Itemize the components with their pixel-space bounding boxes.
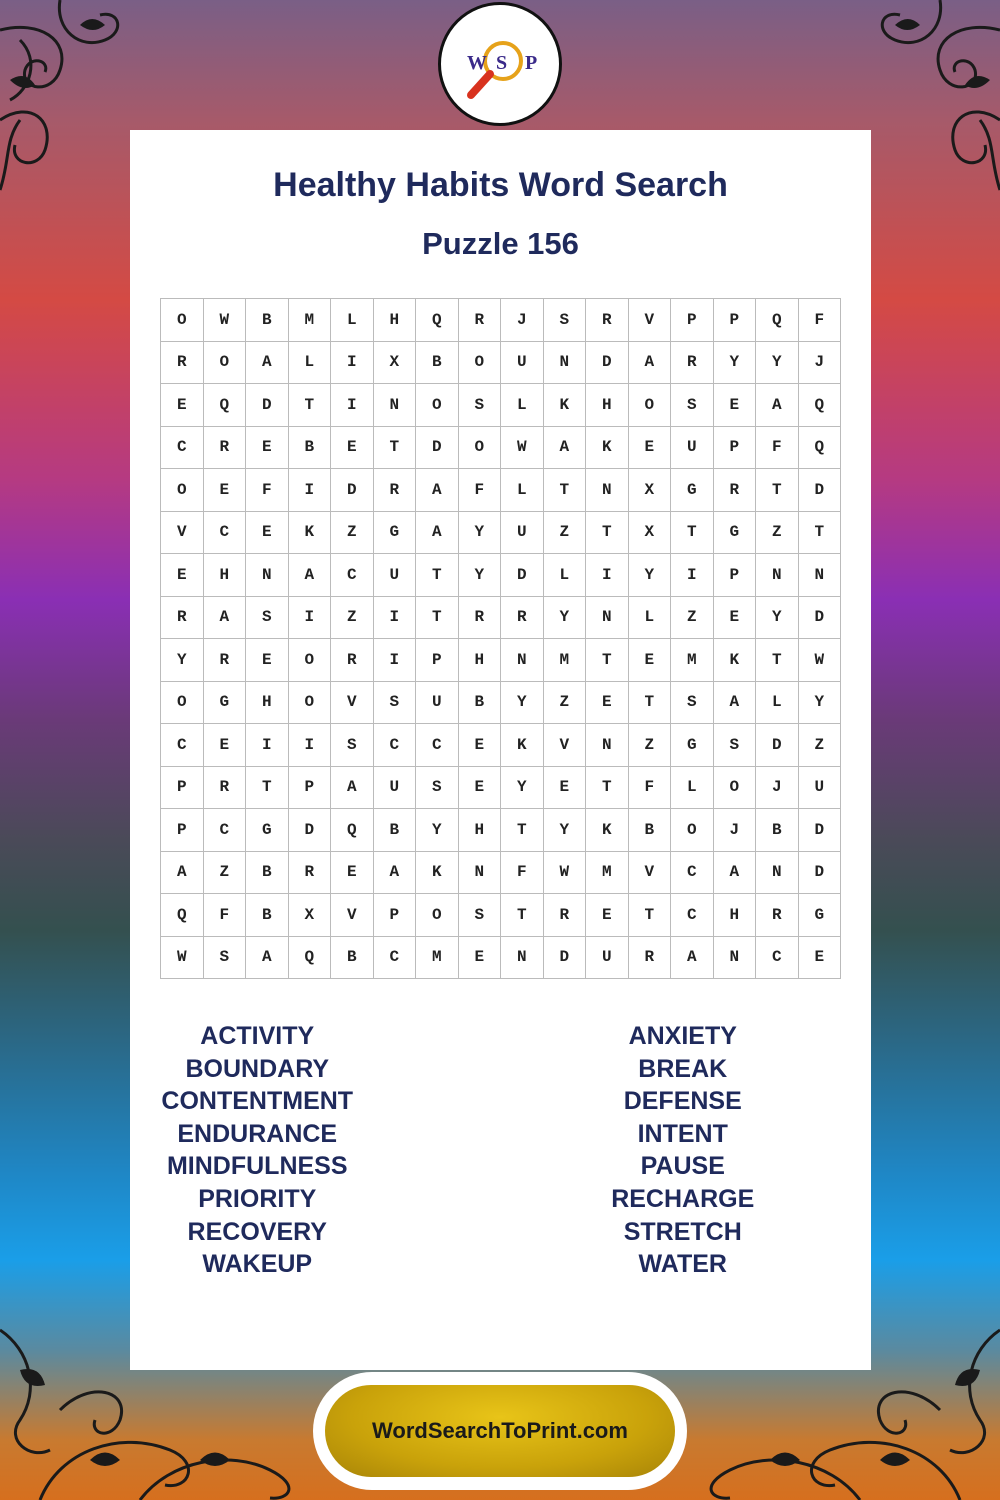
grid-cell[interactable]: E xyxy=(246,639,289,682)
grid-cell[interactable]: Z xyxy=(204,852,247,895)
grid-cell[interactable]: I xyxy=(289,597,332,640)
grid-cell[interactable]: K xyxy=(714,639,757,682)
grid-cell[interactable]: E xyxy=(204,724,247,767)
grid-cell[interactable]: A xyxy=(374,852,417,895)
grid-cell[interactable]: H xyxy=(374,299,417,342)
grid-cell[interactable]: T xyxy=(416,554,459,597)
grid-cell[interactable]: E xyxy=(331,852,374,895)
grid-cell[interactable]: U xyxy=(374,767,417,810)
ornament-top-right xyxy=(850,0,1000,200)
grid-cell[interactable]: K xyxy=(289,512,332,555)
site-logo[interactable] xyxy=(438,2,562,126)
grid-cell[interactable]: R xyxy=(331,639,374,682)
grid-cell[interactable]: C xyxy=(374,937,417,980)
grid-cell[interactable]: G xyxy=(374,512,417,555)
grid-cell[interactable]: N xyxy=(544,342,587,385)
grid-cell[interactable]: R xyxy=(374,469,417,512)
grid-cell[interactable]: R xyxy=(204,427,247,470)
grid-cell[interactable]: S xyxy=(671,682,714,725)
grid-cell[interactable]: A xyxy=(714,852,757,895)
grid-cell[interactable]: R xyxy=(289,852,332,895)
grid-cell[interactable]: I xyxy=(246,724,289,767)
grid-cell[interactable]: E xyxy=(544,767,587,810)
grid-cell[interactable]: B xyxy=(756,809,799,852)
grid-cell[interactable]: C xyxy=(331,554,374,597)
grid-cell[interactable]: Y xyxy=(756,597,799,640)
grid-cell[interactable]: U xyxy=(416,682,459,725)
grid-cell[interactable]: T xyxy=(629,894,672,937)
grid-cell[interactable]: N xyxy=(799,554,842,597)
grid-cell[interactable]: K xyxy=(501,724,544,767)
grid-cell[interactable]: O xyxy=(161,469,204,512)
grid-cell[interactable]: Z xyxy=(629,724,672,767)
grid-cell[interactable]: L xyxy=(629,597,672,640)
grid-cell[interactable]: N xyxy=(586,724,629,767)
grid-cell[interactable]: V xyxy=(629,852,672,895)
grid-cell[interactable]: E xyxy=(586,682,629,725)
grid-cell[interactable]: K xyxy=(586,427,629,470)
word-list-item: ENDURANCE xyxy=(177,1119,338,1148)
grid-cell[interactable]: V xyxy=(161,512,204,555)
grid-cell[interactable]: S xyxy=(671,384,714,427)
grid-cell[interactable]: O xyxy=(204,342,247,385)
grid-cell[interactable]: T xyxy=(756,639,799,682)
grid-cell[interactable]: T xyxy=(586,512,629,555)
grid-cell[interactable]: Z xyxy=(331,597,374,640)
grid-cell[interactable]: W xyxy=(161,937,204,980)
website-link-button[interactable]: WordSearchToPrint.com xyxy=(325,1385,675,1477)
grid-cell[interactable]: P xyxy=(416,639,459,682)
grid-cell[interactable]: V xyxy=(331,682,374,725)
grid-cell[interactable]: C xyxy=(161,427,204,470)
grid-cell[interactable]: D xyxy=(756,724,799,767)
grid-cell[interactable]: E xyxy=(714,384,757,427)
grid-cell[interactable]: C xyxy=(671,852,714,895)
grid-cell[interactable]: Z xyxy=(544,682,587,725)
grid-cell[interactable]: A xyxy=(544,427,587,470)
grid-cell[interactable]: Y xyxy=(756,342,799,385)
word-list-item: MINDFULNESS xyxy=(166,1152,348,1181)
grid-cell[interactable]: B xyxy=(459,682,502,725)
grid-cell[interactable]: H xyxy=(246,682,289,725)
grid-cell[interactable]: D xyxy=(544,937,587,980)
grid-cell[interactable]: M xyxy=(544,639,587,682)
word-list-item: INTENT xyxy=(637,1119,728,1148)
grid-cell[interactable]: O xyxy=(671,809,714,852)
logo-letter: W xyxy=(467,52,487,74)
grid-cell[interactable]: R xyxy=(671,342,714,385)
grid-cell[interactable]: S xyxy=(246,597,289,640)
word-list-item: PRIORITY xyxy=(198,1184,317,1213)
grid-cell[interactable]: N xyxy=(756,852,799,895)
grid-cell[interactable]: Q xyxy=(756,299,799,342)
grid-cell[interactable]: A xyxy=(204,597,247,640)
grid-cell[interactable]: Y xyxy=(459,512,502,555)
grid-cell[interactable]: D xyxy=(799,597,842,640)
grid-cell[interactable]: B xyxy=(289,427,332,470)
grid-cell[interactable]: O xyxy=(459,427,502,470)
grid-cell[interactable]: Y xyxy=(544,809,587,852)
word-list-item: PAUSE xyxy=(640,1152,725,1181)
grid-cell[interactable]: B xyxy=(246,852,289,895)
grid-cell[interactable]: T xyxy=(756,469,799,512)
grid-cell[interactable]: K xyxy=(416,852,459,895)
letter-grid xyxy=(160,298,841,979)
grid-cell[interactable]: G xyxy=(671,469,714,512)
grid-cell[interactable]: S xyxy=(416,767,459,810)
grid-cell[interactable]: E xyxy=(586,894,629,937)
grid-cell[interactable]: T xyxy=(544,469,587,512)
grid-cell[interactable]: A xyxy=(416,469,459,512)
grid-cell[interactable]: I xyxy=(331,342,374,385)
grid-cell[interactable]: N xyxy=(586,469,629,512)
grid-cell[interactable]: A xyxy=(161,852,204,895)
grid-cell[interactable]: O xyxy=(459,342,502,385)
grid-cell[interactable]: S xyxy=(204,937,247,980)
grid-cell[interactable]: Y xyxy=(501,682,544,725)
grid-cell[interactable]: R xyxy=(204,639,247,682)
grid-cell[interactable]: T xyxy=(374,427,417,470)
grid-cell[interactable]: R xyxy=(501,597,544,640)
grid-cell[interactable]: I xyxy=(289,469,332,512)
grid-cell[interactable]: E xyxy=(714,597,757,640)
grid-cell[interactable]: H xyxy=(204,554,247,597)
grid-cell[interactable]: P xyxy=(374,894,417,937)
grid-cell[interactable]: Z xyxy=(544,512,587,555)
grid-cell[interactable]: P xyxy=(161,767,204,810)
grid-cell[interactable]: Z xyxy=(799,724,842,767)
grid-cell[interactable]: O xyxy=(416,384,459,427)
grid-cell[interactable]: L xyxy=(331,299,374,342)
grid-cell[interactable]: E xyxy=(204,469,247,512)
grid-cell[interactable]: G xyxy=(671,724,714,767)
grid-cell[interactable]: D xyxy=(799,809,842,852)
grid-cell[interactable]: H xyxy=(714,894,757,937)
grid-cell[interactable]: E xyxy=(246,512,289,555)
grid-cell[interactable]: R xyxy=(459,597,502,640)
grid-cell[interactable]: Q xyxy=(289,937,332,980)
grid-cell[interactable]: X xyxy=(629,469,672,512)
grid-cell[interactable]: M xyxy=(289,299,332,342)
grid-cell[interactable]: U xyxy=(799,767,842,810)
grid-cell[interactable]: C xyxy=(374,724,417,767)
grid-cell[interactable]: E xyxy=(246,427,289,470)
grid-cell[interactable]: S xyxy=(459,894,502,937)
grid-cell[interactable]: P xyxy=(671,299,714,342)
grid-cell[interactable]: Q xyxy=(161,894,204,937)
grid-cell[interactable]: N xyxy=(246,554,289,597)
grid-cell[interactable]: T xyxy=(671,512,714,555)
grid-cell[interactable]: Y xyxy=(459,554,502,597)
grid-cell[interactable]: Q xyxy=(331,809,374,852)
grid-cell[interactable]: R xyxy=(714,469,757,512)
grid-cell[interactable]: Y xyxy=(799,682,842,725)
grid-cell[interactable]: P xyxy=(714,554,757,597)
grid-cell[interactable]: Y xyxy=(629,554,672,597)
grid-cell[interactable]: Q xyxy=(416,299,459,342)
grid-cell[interactable]: N xyxy=(501,639,544,682)
grid-cell[interactable]: T xyxy=(246,767,289,810)
grid-cell[interactable]: F xyxy=(629,767,672,810)
grid-cell[interactable]: E xyxy=(629,639,672,682)
grid-cell[interactable]: E xyxy=(459,767,502,810)
grid-cell[interactable]: U xyxy=(671,427,714,470)
grid-cell[interactable]: F xyxy=(204,894,247,937)
grid-cell[interactable]: V xyxy=(629,299,672,342)
grid-cell[interactable]: G xyxy=(204,682,247,725)
grid-cell[interactable]: T xyxy=(799,512,842,555)
word-list-item: DEFENSE xyxy=(623,1087,742,1116)
grid-cell[interactable]: N xyxy=(756,554,799,597)
grid-cell[interactable]: M xyxy=(586,852,629,895)
grid-cell[interactable]: L xyxy=(756,682,799,725)
grid-cell[interactable]: O xyxy=(161,682,204,725)
grid-cell[interactable]: B xyxy=(416,342,459,385)
grid-cell[interactable]: G xyxy=(246,809,289,852)
grid-cell[interactable]: I xyxy=(671,554,714,597)
grid-cell[interactable]: C xyxy=(416,724,459,767)
grid-cell[interactable]: N xyxy=(374,384,417,427)
grid-cell[interactable]: B xyxy=(246,299,289,342)
logo-letter: S xyxy=(496,52,508,74)
grid-cell[interactable]: O xyxy=(714,767,757,810)
grid-cell[interactable]: P xyxy=(714,299,757,342)
grid-cell[interactable]: R xyxy=(544,894,587,937)
grid-cell[interactable]: U xyxy=(586,937,629,980)
grid-cell[interactable]: F xyxy=(756,427,799,470)
grid-cell[interactable]: G xyxy=(714,512,757,555)
grid-cell[interactable]: F xyxy=(459,469,502,512)
grid-cell[interactable]: K xyxy=(544,384,587,427)
grid-cell[interactable]: Q xyxy=(799,384,842,427)
magnifier-logo-icon xyxy=(445,9,555,119)
grid-cell[interactable]: Z xyxy=(671,597,714,640)
word-list-item: CONTENTMENT xyxy=(161,1087,354,1116)
grid-cell[interactable]: B xyxy=(331,937,374,980)
grid-cell[interactable]: Y xyxy=(501,767,544,810)
grid-cell[interactable]: Q xyxy=(799,427,842,470)
grid-cell[interactable]: R xyxy=(756,894,799,937)
grid-cell[interactable]: I xyxy=(586,554,629,597)
grid-cell[interactable]: A xyxy=(629,342,672,385)
grid-cell[interactable]: S xyxy=(374,682,417,725)
grid-cell[interactable]: C xyxy=(161,724,204,767)
grid-cell[interactable]: A xyxy=(714,682,757,725)
grid-cell[interactable]: A xyxy=(246,937,289,980)
puzzle-sheet xyxy=(130,130,871,1370)
grid-cell[interactable]: J xyxy=(501,299,544,342)
grid-cell[interactable]: B xyxy=(374,809,417,852)
grid-cell[interactable]: T xyxy=(586,639,629,682)
word-list-right xyxy=(498,1020,869,1281)
grid-cell[interactable]: D xyxy=(246,384,289,427)
grid-cell[interactable]: P xyxy=(161,809,204,852)
grid-cell[interactable]: R xyxy=(204,767,247,810)
grid-cell[interactable]: S xyxy=(331,724,374,767)
word-list-item: WATER xyxy=(638,1250,727,1279)
grid-cell[interactable]: U xyxy=(501,342,544,385)
grid-cell[interactable]: E xyxy=(161,554,204,597)
grid-cell[interactable]: T xyxy=(629,682,672,725)
grid-cell[interactable]: R xyxy=(629,937,672,980)
grid-cell[interactable]: D xyxy=(501,554,544,597)
grid-cell[interactable]: B xyxy=(629,809,672,852)
grid-cell[interactable]: D xyxy=(331,469,374,512)
grid-cell[interactable]: J xyxy=(714,809,757,852)
grid-cell[interactable]: Y xyxy=(714,342,757,385)
logo-letter: P xyxy=(525,52,538,74)
grid-cell[interactable]: C xyxy=(204,809,247,852)
grid-cell[interactable]: R xyxy=(586,299,629,342)
grid-cell[interactable]: S xyxy=(714,724,757,767)
grid-cell[interactable]: D xyxy=(586,342,629,385)
grid-cell[interactable]: O xyxy=(289,639,332,682)
grid-cell[interactable]: U xyxy=(501,512,544,555)
word-list-item: ACTIVITY xyxy=(200,1022,315,1050)
grid-cell[interactable]: N xyxy=(586,597,629,640)
grid-cell[interactable]: O xyxy=(629,384,672,427)
grid-cell[interactable]: R xyxy=(161,342,204,385)
grid-cell[interactable]: H xyxy=(586,384,629,427)
grid-cell[interactable]: W xyxy=(544,852,587,895)
grid-cell[interactable]: C xyxy=(756,937,799,980)
grid-cell[interactable]: T xyxy=(501,894,544,937)
grid-cell[interactable]: T xyxy=(289,384,332,427)
word-list-item: STRETCH xyxy=(623,1217,742,1246)
word-list-left xyxy=(72,1020,443,1281)
grid-cell[interactable]: Q xyxy=(204,384,247,427)
word-list-item: ANXIETY xyxy=(628,1022,737,1050)
ornament-top-left xyxy=(0,0,150,200)
grid-cell[interactable]: I xyxy=(374,639,417,682)
puzzle-number: Puzzle 156 xyxy=(422,226,579,261)
grid-cell[interactable]: D xyxy=(799,852,842,895)
grid-cell[interactable]: W xyxy=(204,299,247,342)
grid-cell[interactable]: N xyxy=(459,852,502,895)
grid-cell[interactable]: T xyxy=(416,597,459,640)
grid-cell[interactable]: F xyxy=(799,299,842,342)
grid-cell[interactable]: D xyxy=(289,809,332,852)
grid-cell[interactable]: Y xyxy=(161,639,204,682)
grid-cell[interactable]: E xyxy=(459,937,502,980)
word-list-item: WAKEUP xyxy=(202,1250,313,1279)
grid-cell[interactable]: J xyxy=(799,342,842,385)
grid-cell[interactable]: A xyxy=(331,767,374,810)
grid-cell[interactable]: I xyxy=(289,724,332,767)
grid-cell[interactable]: D xyxy=(799,469,842,512)
grid-cell[interactable]: C xyxy=(204,512,247,555)
grid-cell[interactable]: E xyxy=(161,384,204,427)
grid-cell[interactable]: O xyxy=(416,894,459,937)
grid-cell[interactable]: H xyxy=(459,639,502,682)
grid-cell[interactable]: S xyxy=(544,299,587,342)
word-list xyxy=(130,1020,871,1281)
grid-cell[interactable]: X xyxy=(374,342,417,385)
grid-cell[interactable]: K xyxy=(586,809,629,852)
grid-cell[interactable]: Z xyxy=(756,512,799,555)
grid-cell[interactable]: L xyxy=(671,767,714,810)
grid-cell[interactable]: A xyxy=(416,512,459,555)
grid-cell[interactable]: G xyxy=(799,894,842,937)
grid-cell[interactable]: T xyxy=(586,767,629,810)
grid-cell[interactable]: N xyxy=(501,937,544,980)
grid-cell[interactable]: L xyxy=(544,554,587,597)
grid-cell[interactable]: H xyxy=(459,809,502,852)
grid-cell[interactable]: X xyxy=(629,512,672,555)
grid-cell[interactable]: E xyxy=(629,427,672,470)
grid-cell[interactable]: S xyxy=(459,384,502,427)
grid-cell[interactable]: M xyxy=(671,639,714,682)
grid-cell[interactable]: X xyxy=(289,894,332,937)
grid-cell[interactable]: A xyxy=(756,384,799,427)
word-list-item: BREAK xyxy=(638,1054,728,1083)
grid-cell[interactable]: F xyxy=(501,852,544,895)
grid-cell[interactable]: Y xyxy=(544,597,587,640)
grid-cell[interactable]: R xyxy=(161,597,204,640)
grid-cell[interactable]: V xyxy=(544,724,587,767)
grid-cell[interactable]: U xyxy=(374,554,417,597)
grid-cell[interactable]: E xyxy=(799,937,842,980)
grid-cell[interactable]: F xyxy=(246,469,289,512)
grid-cell[interactable]: W xyxy=(501,427,544,470)
grid-cell[interactable]: O xyxy=(161,299,204,342)
grid-cell[interactable]: A xyxy=(246,342,289,385)
grid-cell[interactable]: A xyxy=(671,937,714,980)
grid-cell[interactable]: P xyxy=(714,427,757,470)
grid-cell[interactable]: A xyxy=(289,554,332,597)
word-list-item: RECHARGE xyxy=(611,1184,755,1213)
grid-cell[interactable]: O xyxy=(289,682,332,725)
grid-cell[interactable]: J xyxy=(756,767,799,810)
grid-cell[interactable]: I xyxy=(374,597,417,640)
footer-badge xyxy=(313,1372,687,1490)
page-title: Healthy Habits Word Search xyxy=(273,166,728,204)
grid-cell[interactable]: L xyxy=(501,469,544,512)
grid-cell[interactable]: P xyxy=(289,767,332,810)
grid-cell[interactable]: B xyxy=(246,894,289,937)
grid-cell[interactable]: N xyxy=(714,937,757,980)
grid-cell[interactable]: T xyxy=(501,809,544,852)
grid-cell[interactable]: D xyxy=(416,427,459,470)
word-list-item: RECOVERY xyxy=(187,1217,327,1246)
grid-cell[interactable]: W xyxy=(799,639,842,682)
grid-cell[interactable]: E xyxy=(331,427,374,470)
grid-cell[interactable]: L xyxy=(289,342,332,385)
grid-cell[interactable]: C xyxy=(671,894,714,937)
grid-cell[interactable]: E xyxy=(459,724,502,767)
grid-cell[interactable]: Z xyxy=(331,512,374,555)
grid-cell[interactable]: R xyxy=(459,299,502,342)
word-list-item: BOUNDARY xyxy=(185,1054,330,1083)
grid-cell[interactable]: Y xyxy=(416,809,459,852)
grid-cell[interactable]: L xyxy=(501,384,544,427)
grid-cell[interactable]: I xyxy=(331,384,374,427)
grid-cell[interactable]: V xyxy=(331,894,374,937)
grid-cell[interactable]: M xyxy=(416,937,459,980)
